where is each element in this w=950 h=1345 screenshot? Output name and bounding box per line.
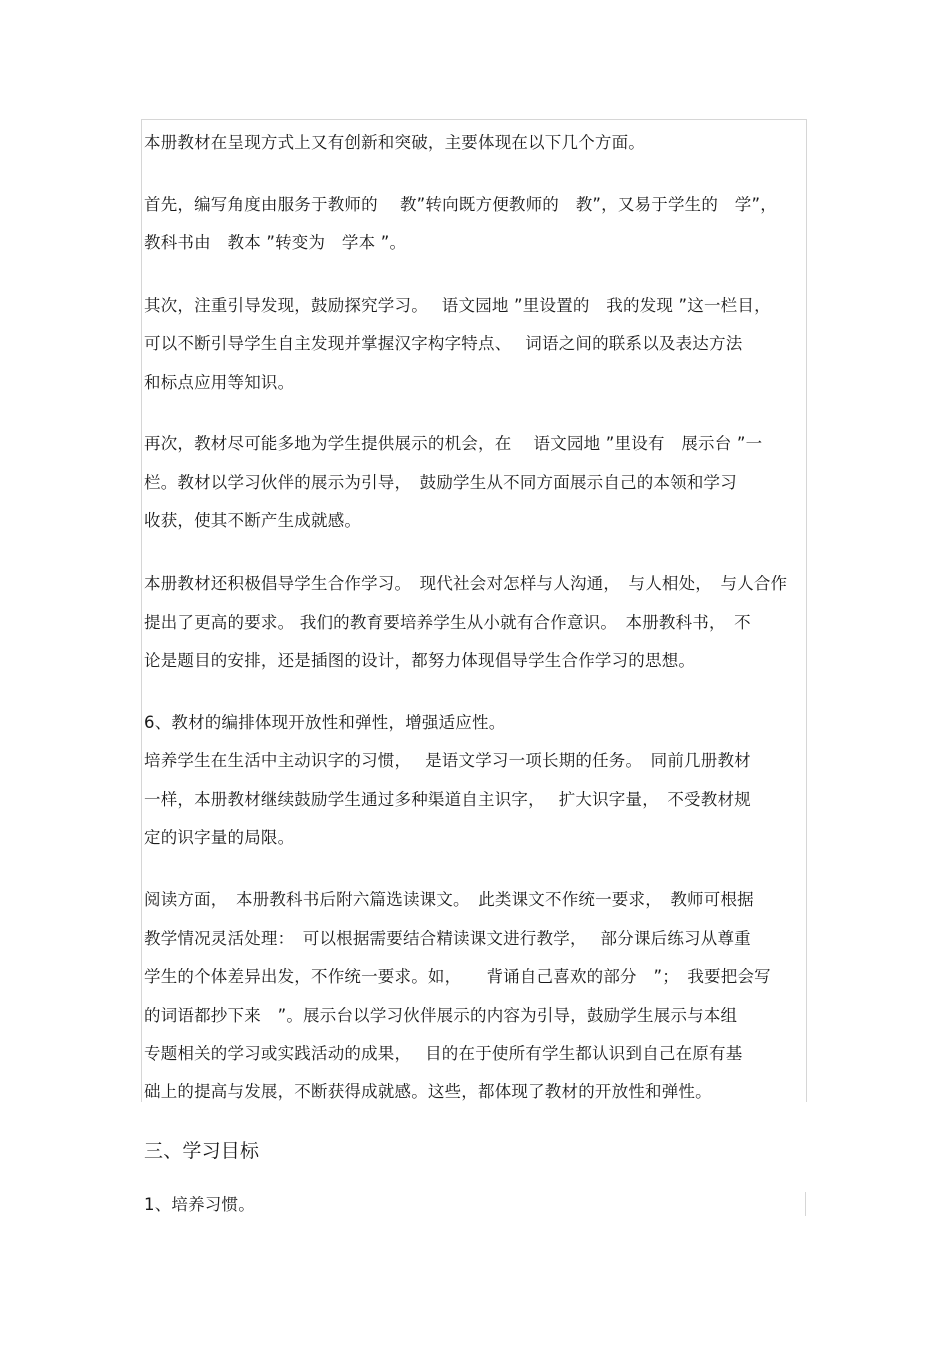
paragraph-3-line-3: 和标点应用等知识。 (144, 373, 295, 392)
text-box-border (141, 119, 807, 1102)
paragraph-6-line-3: 一样，本册教材继续鼓励学生通过多种渠道自主识字， 扩大识字量， 不受教材规 (144, 790, 751, 809)
paragraph-6-line-1: 6、教材的编排体现开放性和弹性，增强适应性。 (144, 713, 506, 732)
paragraph-3-line-1: 其次，注重引导发现，鼓励探究学习。 语文园地 ”里设置的 我的发现 ”这一栏目， (144, 296, 771, 315)
paragraph-2-line-2: 教科书由 教本 ”转变为 学本 ”。 (144, 233, 407, 252)
paragraph-6-line-2: 培养学生在生活中主动识字的习惯， 是语文学习一项长期的任务。 同前几册教材 (144, 751, 751, 770)
paragraph-7-line-1: 阅读方面， 本册教科书后附六篇选读课文。 此类课文不作统一要求， 教师可根据 (144, 890, 754, 909)
paragraph-6-line-4: 定的识字量的局限。 (144, 828, 295, 847)
paragraph-7-line-2: 教学情况灵活处理： 可以根据需要结合精读课文进行教学， 部分课后练习从尊重 (144, 929, 751, 948)
paragraph-5-line-3: 论是题目的安排，还是插图的设计，都努力体现倡导学生合作学习的思想。 (144, 651, 696, 670)
paragraph-3-line-2: 可以不断引导学生自主发现并掌握汉字构字特点、 词语之间的联系以及表达方法 (144, 334, 743, 353)
list-item-1: 1、培养习惯。 (144, 1195, 255, 1214)
paragraph-5-line-2: 提出了更高的要求。 我们的教育要培养学生从小就有合作意识。 本册教科书， 不 (144, 613, 751, 632)
paragraph-1-line-1: 本册教材在呈现方式上又有创新和突破，主要体现在以下几个方面。 (144, 133, 645, 152)
paragraph-4-line-2: 栏。教材以学习伙伴的展示为引导， 鼓励学生从不同方面展示自己的本领和学习 (144, 473, 737, 492)
paragraph-4-line-3: 收获，使其不断产生成就感。 (144, 511, 362, 530)
paragraph-7-line-6: 础上的提高与发展，不断获得成就感。这些，都体现了教材的开放性和弹性。 (144, 1082, 712, 1101)
text-box-border-fragment (805, 1192, 806, 1216)
paragraph-4-line-1: 再次，教材尽可能多地为学生提供展示的机会，在 语文园地 ”里设有 展示台 ”一 (144, 434, 763, 453)
paragraph-5-line-1: 本册教材还积极倡导学生合作学习。 现代社会对怎样与人沟通， 与人相处， 与人合作 (144, 574, 788, 593)
paragraph-7-line-5: 专题相关的学习或实践活动的成果， 目的在于使所有学生都认识到自己在原有基 (144, 1044, 743, 1063)
paragraph-7-line-4: 的词语都抄下来 ”。展示台以学习伙伴展示的内容为引导，鼓励学生展示与本组 (144, 1006, 738, 1025)
section-heading: 三、学习目标 (144, 1140, 260, 1162)
paragraph-2-line-1: 首先，编写角度由服务于教师的 教”转向既方便教师的 教”，又易于学生的 学”， (144, 195, 777, 214)
paragraph-7-line-3: 学生的个体差异出发，不作统一要求。如， 背诵自己喜欢的部分 ”； 我要把会写 (144, 967, 771, 986)
